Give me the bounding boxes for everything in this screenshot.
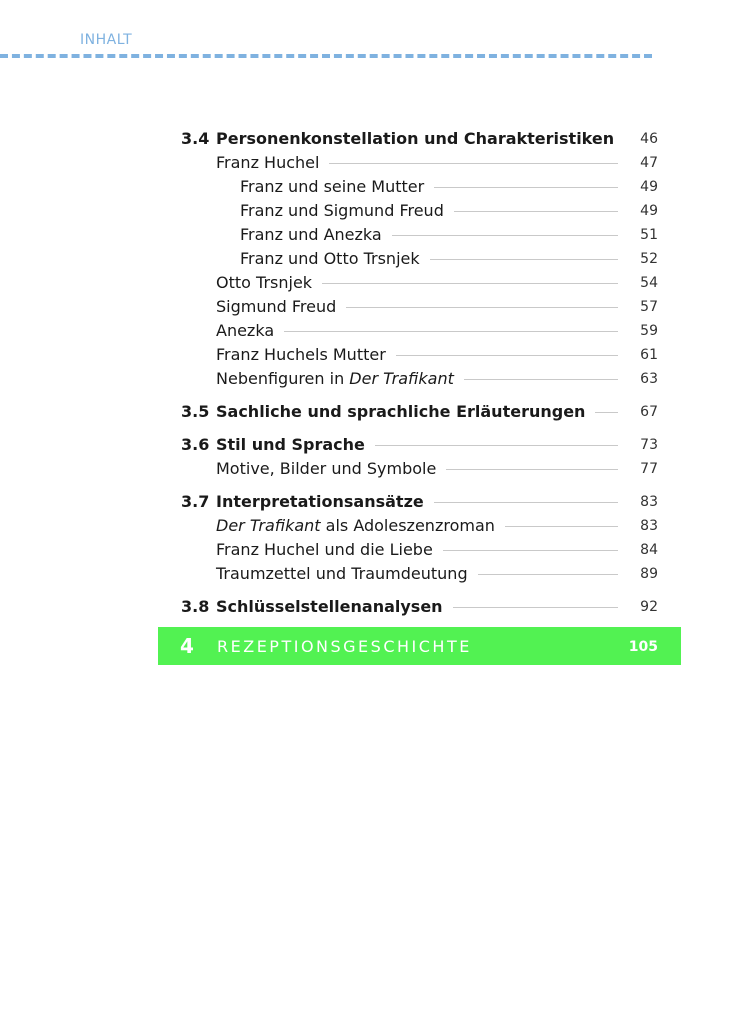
entry-title: Sigmund Freud xyxy=(216,297,337,316)
entry-title: Franz Huchels Mutter xyxy=(216,345,386,364)
chapter-banner[interactable] xyxy=(158,627,681,665)
leader-line xyxy=(446,469,618,470)
page-number: 52 xyxy=(640,251,658,267)
entry-title: Interpretationsansätze xyxy=(216,492,424,511)
toc-entry[interactable] xyxy=(0,401,737,423)
leader-line xyxy=(453,607,618,608)
entry-title-part: Nebenfiguren in xyxy=(216,369,350,388)
page-number: 92 xyxy=(640,599,658,615)
section-number: 3.8 xyxy=(181,597,210,616)
entry-title: Traumzettel und Traumdeutung xyxy=(216,564,468,583)
leader-line xyxy=(464,379,618,380)
page-number: 59 xyxy=(640,323,658,339)
page-number: 83 xyxy=(640,494,658,510)
page-number: 67 xyxy=(640,404,658,420)
page-number: 61 xyxy=(640,347,658,363)
toc-entry[interactable] xyxy=(0,296,737,318)
leader-line xyxy=(322,283,618,284)
chapter-number: 4 xyxy=(180,634,194,658)
entry-title: Schlüsselstellenanalysen xyxy=(216,597,443,616)
page-number: 63 xyxy=(640,371,658,387)
toc-entry[interactable] xyxy=(0,458,737,480)
entry-title xyxy=(216,368,454,390)
leader-line xyxy=(375,445,618,446)
section-number: 3.7 xyxy=(181,492,210,511)
leader-line xyxy=(434,502,618,503)
leader-line xyxy=(443,550,618,551)
page-number: 46 xyxy=(640,131,658,147)
entry-title xyxy=(216,515,495,537)
section-number: 3.6 xyxy=(181,435,210,454)
toc-entry[interactable] xyxy=(0,224,737,246)
toc-entry[interactable] xyxy=(0,272,737,294)
toc-entry[interactable] xyxy=(0,344,737,366)
page-number: 89 xyxy=(640,566,658,582)
header-dashed-rule xyxy=(0,54,652,58)
entry-title: Personenkonstellation und Charakteristiken xyxy=(216,129,615,148)
page-number: 77 xyxy=(640,461,658,477)
leader-line xyxy=(505,526,618,527)
page-number: 51 xyxy=(640,227,658,243)
section-number: 3.5 xyxy=(181,402,210,421)
entry-title: Motive, Bilder und Symbole xyxy=(216,459,437,478)
page-number: 84 xyxy=(640,542,658,558)
leader-line xyxy=(329,163,618,164)
page-number: 73 xyxy=(640,437,658,453)
chapter-page-number: 105 xyxy=(628,639,658,655)
toc-entry[interactable] xyxy=(0,434,737,456)
leader-line xyxy=(392,235,618,236)
toc-entry[interactable] xyxy=(0,539,737,561)
entry-title: Franz und Anezka xyxy=(240,225,382,244)
page-number: 54 xyxy=(640,275,658,291)
leader-line xyxy=(478,574,618,575)
toc-entry[interactable] xyxy=(0,368,737,390)
entry-title: Franz und seine Mutter xyxy=(240,177,425,196)
page-number: 83 xyxy=(640,518,658,534)
running-header: INHALT xyxy=(80,32,133,48)
entry-title: Franz Huchel xyxy=(216,153,320,172)
toc-entry[interactable] xyxy=(0,563,737,585)
toc-entry[interactable] xyxy=(0,596,737,618)
toc-entry[interactable] xyxy=(0,176,737,198)
work-title: Der Trafikant xyxy=(349,369,454,388)
leader-line xyxy=(284,331,618,332)
page-number: 47 xyxy=(640,155,658,171)
entry-title: Anezka xyxy=(216,321,275,340)
toc-entry[interactable] xyxy=(0,152,737,174)
leader-line xyxy=(396,355,618,356)
entry-title: Franz und Otto Trsnjek xyxy=(240,249,420,268)
toc-entry[interactable] xyxy=(0,491,737,513)
work-title: Der Trafikant xyxy=(216,516,321,535)
leader-line xyxy=(454,211,618,212)
leader-line xyxy=(434,187,618,188)
toc-entry[interactable] xyxy=(0,248,737,270)
entry-title: Sachliche und sprachliche Erläuterungen xyxy=(216,402,586,421)
chapter-title: REZEPTIONSGESCHICHTE xyxy=(217,637,472,656)
entry-title-part: als Adoleszenzroman xyxy=(320,516,495,535)
leader-line xyxy=(430,259,618,260)
page-number: 49 xyxy=(640,179,658,195)
leader-line xyxy=(346,307,618,308)
toc-entry[interactable] xyxy=(0,515,737,537)
entry-title: Franz Huchel und die Liebe xyxy=(216,540,433,559)
entry-title: Franz und Sigmund Freud xyxy=(240,201,444,220)
toc-entry[interactable] xyxy=(0,320,737,342)
toc-entry[interactable] xyxy=(0,128,737,150)
entry-title: Otto Trsnjek xyxy=(216,273,313,292)
page-number: 57 xyxy=(640,299,658,315)
entry-title: Stil und Sprache xyxy=(216,435,365,454)
section-number: 3.4 xyxy=(181,129,210,148)
toc-entry[interactable] xyxy=(0,200,737,222)
leader-line xyxy=(595,412,618,413)
page-number: 49 xyxy=(640,203,658,219)
